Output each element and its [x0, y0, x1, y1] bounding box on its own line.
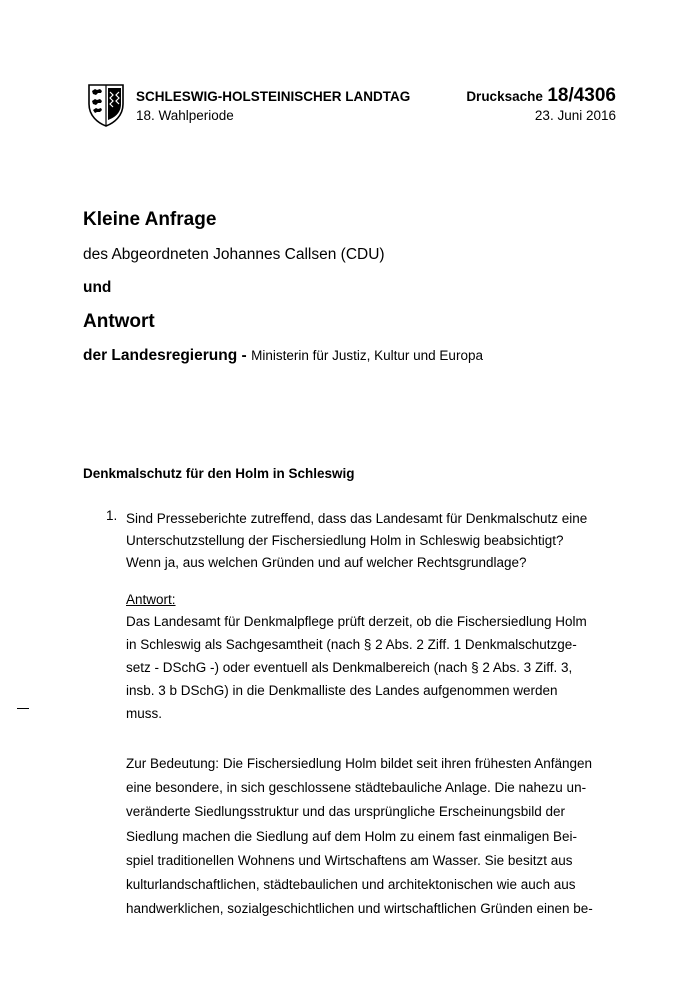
- connector-und: und: [83, 279, 112, 296]
- subject-heading: Denkmalschutz für den Holm in Schleswig: [83, 466, 355, 481]
- ministry-name: Ministerin für Justiz, Kultur und Europa: [251, 348, 483, 363]
- document-date: 23. Juni 2016: [534, 108, 616, 123]
- answer-line: Das Landesamt für Denkmalpflege prüft derzeit, ob die Fischersiedlung Holm: [126, 614, 587, 629]
- government-line: [83, 347, 483, 365]
- answer-line: eine besondere, in sich geschlossene städtebauliche Anlage. Die nahezu un-: [126, 780, 587, 796]
- answer-paragraph-2: [126, 752, 626, 921]
- drucksache-number: 18/4306: [547, 85, 616, 106]
- question-number: 1.: [106, 508, 118, 523]
- drucksache-header: [466, 85, 616, 107]
- answer-paragraph-1: [126, 610, 626, 725]
- answer-line: spiel traditionellen Wohnens und Wirtschaftens am Wasser. Sie besitzt aus: [126, 852, 573, 868]
- election-period: 18. Wahlperiode: [136, 108, 234, 123]
- answer-line: Zur Bedeutung: Die Fischersiedlung Holm bildet seit ihren frühesten Anfängen: [126, 756, 593, 771]
- answer-line: muss.: [126, 706, 163, 721]
- question-line: Sind Presseberichte zutreffend, dass das Landesamt für Denkmalschutz eine: [126, 511, 588, 526]
- answer-label: Antwort:: [126, 592, 176, 607]
- landesregierung-label: der Landesregierung -: [83, 347, 247, 364]
- title-kleine-anfrage: Kleine Anfrage: [83, 209, 217, 230]
- answer-line: in Schleswig als Sachgesamtheit (nach § 2 Abs. 2 Ziff. 1 Denkmalschutzge-: [126, 637, 577, 652]
- answer-line: kulturlandschaftlichen, städtebaulichen und architektonischen wie auch aus: [126, 877, 576, 893]
- margin-mark: [17, 708, 29, 709]
- answer-line: Siedlung machen die Siedlung auf dem Holm zu einem fast einmaligen Bei-: [126, 828, 578, 844]
- answer-line: handwerklichen, sozialgeschichtlichen und wirtschaftlichen Gründen einen be-: [126, 901, 593, 917]
- title-antwort: Antwort: [83, 311, 155, 332]
- answer-line: setz - DSchG -) oder eventuell als Denkmalbereich (nach § 2 Abs. 3 Ziff. 3,: [126, 660, 573, 675]
- answer-line: insb. 3 b DSchG) in die Denkmalliste des Landes aufgenommen werden: [126, 683, 558, 698]
- drucksache-label: Drucksache: [466, 89, 543, 104]
- question-line: Wenn ja, aus welchen Gründen und auf welcher Rechtsgrundlage?: [126, 555, 527, 570]
- parliament-name: SCHLESWIG-HOLSTEINISCHER LANDTAG: [136, 89, 411, 104]
- answer-line: veränderte Siedlungsstruktur und das ursprüngliche Erscheinungsbild der: [126, 804, 566, 820]
- coat-of-arms-icon: [86, 82, 126, 128]
- question-line: Unterschutzstellung der Fischersiedlung Holm in Schleswig beabsichtigt?: [126, 533, 564, 548]
- question-text: [126, 508, 626, 574]
- requester-line: des Abgeordneten Johannes Callsen (CDU): [83, 246, 385, 263]
